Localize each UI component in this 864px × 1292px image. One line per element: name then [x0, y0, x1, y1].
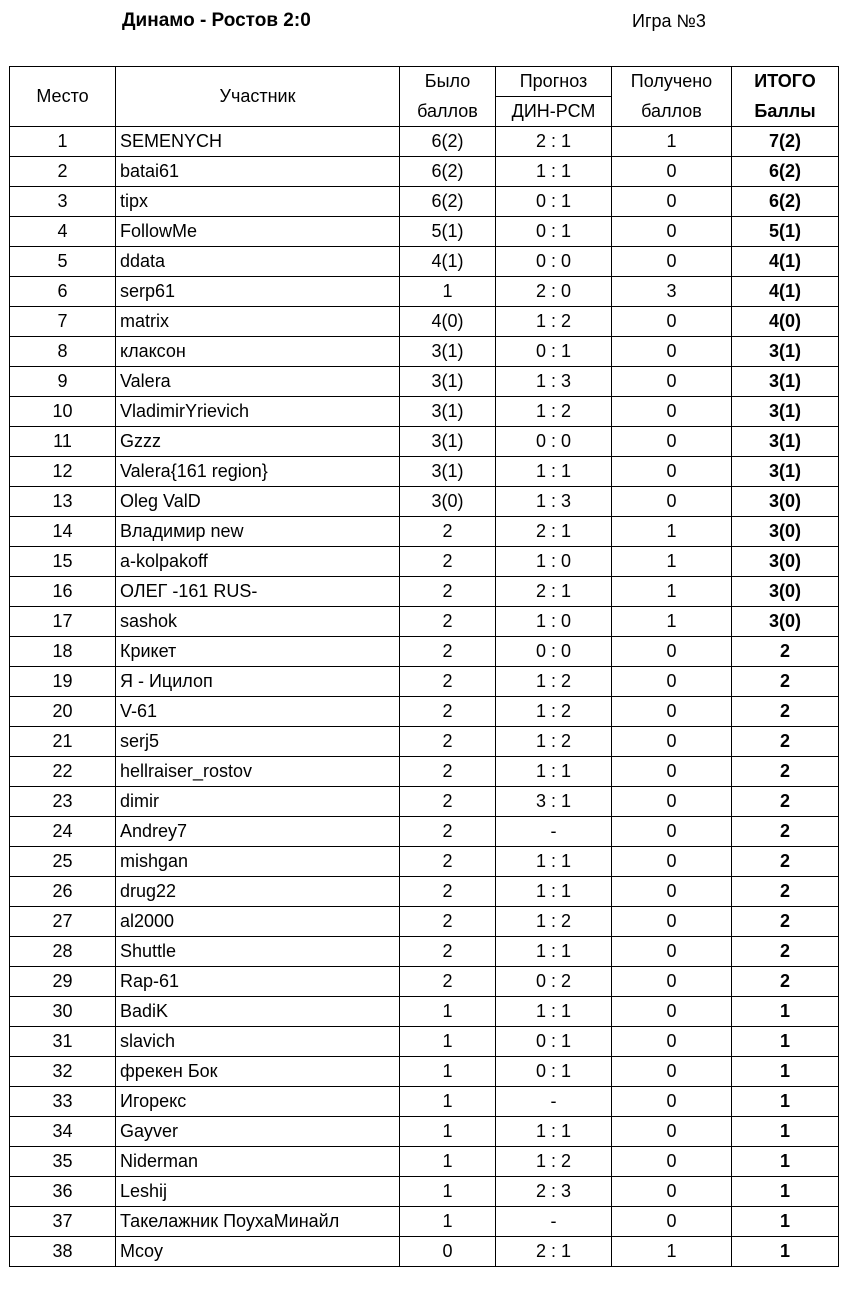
cell-total-points: 3(0) — [732, 517, 839, 547]
cell-participant: Valera{161 region} — [116, 457, 400, 487]
cell-participant: фрекен Бок — [116, 1057, 400, 1087]
cell-got-points: 0 — [612, 877, 732, 907]
cell-forecast: 1 : 2 — [496, 397, 612, 427]
cell-place: 32 — [10, 1057, 116, 1087]
table-row — [10, 637, 839, 667]
cell-forecast: 1 : 2 — [496, 667, 612, 697]
cell-place: 8 — [10, 337, 116, 367]
cell-place: 16 — [10, 577, 116, 607]
cell-total-points: 1 — [732, 1147, 839, 1177]
cell-total-points: 6(2) — [732, 157, 839, 187]
cell-total-points: 2 — [732, 817, 839, 847]
cell-forecast: 0 : 1 — [496, 337, 612, 367]
cell-forecast: 1 : 2 — [496, 697, 612, 727]
cell-got-points: 0 — [612, 757, 732, 787]
cell-total-points: 4(0) — [732, 307, 839, 337]
cell-forecast: 0 : 1 — [496, 1057, 612, 1087]
cell-got-points: 0 — [612, 787, 732, 817]
cell-was-points: 1 — [400, 997, 496, 1027]
cell-total-points: 3(1) — [732, 367, 839, 397]
cell-got-points: 0 — [612, 487, 732, 517]
cell-place: 19 — [10, 667, 116, 697]
table-row — [10, 727, 839, 757]
table-row — [10, 607, 839, 637]
cell-got-points: 0 — [612, 1207, 732, 1237]
cell-was-points: 1 — [400, 1027, 496, 1057]
cell-got-points: 0 — [612, 217, 732, 247]
cell-total-points: 1 — [732, 1057, 839, 1087]
cell-participant: SEMENYCH — [116, 127, 400, 157]
cell-forecast: 0 : 0 — [496, 427, 612, 457]
cell-forecast: 0 : 0 — [496, 637, 612, 667]
cell-forecast: 1 : 2 — [496, 307, 612, 337]
cell-was-points: 6(2) — [400, 127, 496, 157]
table-row — [10, 1087, 839, 1117]
cell-got-points: 0 — [612, 157, 732, 187]
cell-got-points: 0 — [612, 1177, 732, 1207]
table-row — [10, 967, 839, 997]
cell-participant: dimir — [116, 787, 400, 817]
cell-forecast: 1 : 1 — [496, 847, 612, 877]
table-row — [10, 1237, 839, 1267]
cell-forecast: 1 : 1 — [496, 757, 612, 787]
cell-place: 11 — [10, 427, 116, 457]
cell-total-points: 3(1) — [732, 337, 839, 367]
cell-place: 22 — [10, 757, 116, 787]
cell-place: 3 — [10, 187, 116, 217]
cell-got-points: 0 — [612, 1027, 732, 1057]
cell-forecast: 2 : 1 — [496, 577, 612, 607]
cell-participant: Oleg ValD — [116, 487, 400, 517]
table-row — [10, 307, 839, 337]
table-row — [10, 487, 839, 517]
cell-total-points: 2 — [732, 967, 839, 997]
table-row — [10, 1177, 839, 1207]
cell-participant: Shuttle — [116, 937, 400, 967]
cell-forecast: 1 : 1 — [496, 937, 612, 967]
cell-forecast: 1 : 1 — [496, 157, 612, 187]
cell-got-points: 1 — [612, 127, 732, 157]
cell-participant: batai61 — [116, 157, 400, 187]
table-row — [10, 667, 839, 697]
cell-participant: serp61 — [116, 277, 400, 307]
cell-total-points: 1 — [732, 1087, 839, 1117]
cell-forecast: 1 : 2 — [496, 1147, 612, 1177]
cell-participant: Такелажник ПоухаМинайл — [116, 1207, 400, 1237]
cell-was-points: 3(1) — [400, 457, 496, 487]
game-number: Игра №3 — [632, 11, 706, 31]
cell-was-points: 2 — [400, 787, 496, 817]
cell-was-points: 1 — [400, 1087, 496, 1117]
table-row — [10, 1057, 839, 1087]
cell-was-points: 2 — [400, 877, 496, 907]
cell-participant: slavich — [116, 1027, 400, 1057]
cell-total-points: 3(0) — [732, 487, 839, 517]
cell-total-points: 3(1) — [732, 457, 839, 487]
standings-table — [9, 66, 839, 1267]
table-row — [10, 697, 839, 727]
cell-forecast: - — [496, 1087, 612, 1117]
cell-got-points: 0 — [612, 817, 732, 847]
cell-forecast: 1 : 0 — [496, 607, 612, 637]
cell-got-points: 0 — [612, 1117, 732, 1147]
table-row — [10, 847, 839, 877]
cell-place: 23 — [10, 787, 116, 817]
cell-got-points: 0 — [612, 967, 732, 997]
cell-forecast: 1 : 1 — [496, 997, 612, 1027]
table-row — [10, 757, 839, 787]
cell-participant: tipx — [116, 187, 400, 217]
table-row — [10, 997, 839, 1027]
cell-place: 1 — [10, 127, 116, 157]
cell-participant: клаксон — [116, 337, 400, 367]
table-row — [10, 787, 839, 817]
cell-place: 10 — [10, 397, 116, 427]
table-row — [10, 277, 839, 307]
cell-forecast: 1 : 1 — [496, 1117, 612, 1147]
page-title: Динамо - Ростов 2:0 — [122, 10, 311, 31]
table-row — [10, 1117, 839, 1147]
cell-forecast: 2 : 1 — [496, 1237, 612, 1267]
cell-participant: ddata — [116, 247, 400, 277]
cell-participant: sashok — [116, 607, 400, 637]
cell-participant: matrix — [116, 307, 400, 337]
table-body — [10, 127, 839, 1267]
table-row — [10, 187, 839, 217]
cell-got-points: 0 — [612, 697, 732, 727]
cell-got-points: 0 — [612, 637, 732, 667]
cell-place: 36 — [10, 1177, 116, 1207]
cell-place: 24 — [10, 817, 116, 847]
cell-got-points: 0 — [612, 397, 732, 427]
col-header-was-top: Было — [400, 67, 496, 97]
table-row — [10, 247, 839, 277]
cell-was-points: 2 — [400, 667, 496, 697]
cell-got-points: 0 — [612, 1057, 732, 1087]
cell-participant: Крикет — [116, 637, 400, 667]
cell-participant: V-61 — [116, 697, 400, 727]
cell-got-points: 0 — [612, 937, 732, 967]
cell-place: 17 — [10, 607, 116, 637]
cell-forecast: 1 : 2 — [496, 907, 612, 937]
cell-participant: ОЛЕГ -161 RUS- — [116, 577, 400, 607]
cell-total-points: 3(0) — [732, 607, 839, 637]
col-header-got-bottom: баллов — [612, 97, 732, 127]
cell-place: 5 — [10, 247, 116, 277]
cell-was-points: 2 — [400, 967, 496, 997]
cell-participant: Niderman — [116, 1147, 400, 1177]
col-header-forecast-top: Прогноз — [496, 67, 612, 97]
cell-total-points: 3(1) — [732, 427, 839, 457]
cell-total-points: 7(2) — [732, 127, 839, 157]
cell-forecast: 1 : 3 — [496, 487, 612, 517]
cell-forecast: 1 : 1 — [496, 877, 612, 907]
table-row — [10, 577, 839, 607]
cell-place: 27 — [10, 907, 116, 937]
table-row — [10, 397, 839, 427]
cell-total-points: 3(1) — [732, 397, 839, 427]
table-row — [10, 907, 839, 937]
table-row — [10, 937, 839, 967]
cell-was-points: 4(1) — [400, 247, 496, 277]
cell-forecast: 1 : 1 — [496, 457, 612, 487]
cell-total-points: 4(1) — [732, 247, 839, 277]
cell-was-points: 1 — [400, 1177, 496, 1207]
cell-got-points: 0 — [612, 1087, 732, 1117]
cell-participant: serj5 — [116, 727, 400, 757]
cell-forecast: 2 : 1 — [496, 127, 612, 157]
cell-place: 7 — [10, 307, 116, 337]
cell-forecast: 0 : 1 — [496, 217, 612, 247]
cell-forecast: 0 : 0 — [496, 247, 612, 277]
cell-total-points: 2 — [732, 727, 839, 757]
cell-participant: Игорекс — [116, 1087, 400, 1117]
cell-participant: a-kolpakoff — [116, 547, 400, 577]
cell-was-points: 2 — [400, 937, 496, 967]
cell-place: 33 — [10, 1087, 116, 1117]
col-header-was-bottom: баллов — [400, 97, 496, 127]
cell-was-points: 1 — [400, 277, 496, 307]
cell-got-points: 1 — [612, 1237, 732, 1267]
cell-was-points: 2 — [400, 577, 496, 607]
cell-place: 31 — [10, 1027, 116, 1057]
cell-place: 9 — [10, 367, 116, 397]
cell-was-points: 3(0) — [400, 487, 496, 517]
table-row — [10, 367, 839, 397]
cell-was-points: 2 — [400, 607, 496, 637]
cell-place: 21 — [10, 727, 116, 757]
cell-participant: Rap-61 — [116, 967, 400, 997]
cell-forecast: 0 : 1 — [496, 1027, 612, 1057]
cell-was-points: 6(2) — [400, 187, 496, 217]
cell-participant: Gzzz — [116, 427, 400, 457]
col-header-forecast-bottom: ДИН-РСМ — [496, 97, 612, 127]
cell-participant: Mcoy — [116, 1237, 400, 1267]
cell-forecast: - — [496, 1207, 612, 1237]
table-row — [10, 877, 839, 907]
cell-total-points: 1 — [732, 997, 839, 1027]
table-row — [10, 217, 839, 247]
table-row — [10, 157, 839, 187]
cell-place: 4 — [10, 217, 116, 247]
table-row — [10, 517, 839, 547]
cell-participant: al2000 — [116, 907, 400, 937]
cell-got-points: 0 — [612, 307, 732, 337]
cell-place: 38 — [10, 1237, 116, 1267]
cell-participant: mishgan — [116, 847, 400, 877]
cell-total-points: 4(1) — [732, 277, 839, 307]
cell-place: 14 — [10, 517, 116, 547]
cell-total-points: 2 — [732, 637, 839, 667]
table-row — [10, 337, 839, 367]
cell-participant: hellraiser_rostov — [116, 757, 400, 787]
cell-was-points: 3(1) — [400, 337, 496, 367]
cell-total-points: 2 — [732, 877, 839, 907]
cell-got-points: 0 — [612, 427, 732, 457]
cell-participant: Gayver — [116, 1117, 400, 1147]
cell-total-points: 5(1) — [732, 217, 839, 247]
cell-place: 13 — [10, 487, 116, 517]
cell-got-points: 1 — [612, 607, 732, 637]
cell-was-points: 2 — [400, 847, 496, 877]
cell-was-points: 3(1) — [400, 427, 496, 457]
cell-total-points: 2 — [732, 757, 839, 787]
cell-forecast: - — [496, 817, 612, 847]
cell-was-points: 4(0) — [400, 307, 496, 337]
table-row — [10, 1147, 839, 1177]
cell-participant: Andrey7 — [116, 817, 400, 847]
cell-got-points: 0 — [612, 847, 732, 877]
cell-place: 29 — [10, 967, 116, 997]
cell-got-points: 0 — [612, 367, 732, 397]
cell-forecast: 0 : 1 — [496, 187, 612, 217]
cell-got-points: 0 — [612, 247, 732, 277]
cell-got-points: 0 — [612, 187, 732, 217]
cell-place: 2 — [10, 157, 116, 187]
cell-got-points: 1 — [612, 517, 732, 547]
cell-place: 25 — [10, 847, 116, 877]
cell-forecast: 0 : 2 — [496, 967, 612, 997]
table-row — [10, 1027, 839, 1057]
cell-total-points: 2 — [732, 787, 839, 817]
cell-place: 15 — [10, 547, 116, 577]
cell-was-points: 5(1) — [400, 217, 496, 247]
cell-forecast: 1 : 2 — [496, 727, 612, 757]
cell-total-points: 2 — [732, 697, 839, 727]
table-row — [10, 547, 839, 577]
cell-was-points: 6(2) — [400, 157, 496, 187]
cell-forecast: 1 : 3 — [496, 367, 612, 397]
cell-got-points: 3 — [612, 277, 732, 307]
cell-participant: FollowMe — [116, 217, 400, 247]
cell-participant: drug22 — [116, 877, 400, 907]
cell-participant: Владимир new — [116, 517, 400, 547]
cell-got-points: 0 — [612, 997, 732, 1027]
cell-total-points: 3(0) — [732, 577, 839, 607]
cell-got-points: 0 — [612, 907, 732, 937]
cell-participant: VladimirYrievich — [116, 397, 400, 427]
cell-was-points: 2 — [400, 547, 496, 577]
col-header-got-top: Получено — [612, 67, 732, 97]
cell-place: 6 — [10, 277, 116, 307]
col-header-participant: Участник — [116, 67, 400, 127]
cell-total-points: 2 — [732, 847, 839, 877]
cell-total-points: 3(0) — [732, 547, 839, 577]
table-row — [10, 457, 839, 487]
cell-participant: Valera — [116, 367, 400, 397]
cell-place: 37 — [10, 1207, 116, 1237]
cell-was-points: 2 — [400, 637, 496, 667]
cell-total-points: 1 — [732, 1027, 839, 1057]
cell-got-points: 0 — [612, 457, 732, 487]
cell-got-points: 0 — [612, 337, 732, 367]
cell-was-points: 2 — [400, 697, 496, 727]
cell-was-points: 3(1) — [400, 367, 496, 397]
cell-got-points: 1 — [612, 547, 732, 577]
cell-place: 35 — [10, 1147, 116, 1177]
cell-total-points: 1 — [732, 1177, 839, 1207]
cell-place: 18 — [10, 637, 116, 667]
cell-was-points: 0 — [400, 1237, 496, 1267]
cell-was-points: 1 — [400, 1147, 496, 1177]
cell-forecast: 2 : 1 — [496, 517, 612, 547]
cell-forecast: 1 : 0 — [496, 547, 612, 577]
cell-was-points: 1 — [400, 1117, 496, 1147]
cell-got-points: 0 — [612, 1147, 732, 1177]
cell-was-points: 1 — [400, 1207, 496, 1237]
cell-total-points: 2 — [732, 937, 839, 967]
col-header-place: Место — [10, 67, 116, 127]
cell-total-points: 6(2) — [732, 187, 839, 217]
cell-forecast: 2 : 0 — [496, 277, 612, 307]
col-header-total-top: ИТОГО — [732, 67, 839, 97]
cell-place: 34 — [10, 1117, 116, 1147]
cell-was-points: 3(1) — [400, 397, 496, 427]
cell-was-points: 2 — [400, 817, 496, 847]
cell-total-points: 1 — [732, 1207, 839, 1237]
cell-forecast: 3 : 1 — [496, 787, 612, 817]
cell-place: 20 — [10, 697, 116, 727]
cell-total-points: 1 — [732, 1117, 839, 1147]
cell-participant: Leshij — [116, 1177, 400, 1207]
cell-participant: BadiK — [116, 997, 400, 1027]
table-row — [10, 1207, 839, 1237]
cell-forecast: 2 : 3 — [496, 1177, 612, 1207]
table-row — [10, 427, 839, 457]
cell-total-points: 1 — [732, 1237, 839, 1267]
col-header-total-bottom: Баллы — [732, 97, 839, 127]
cell-place: 28 — [10, 937, 116, 967]
cell-total-points: 2 — [732, 667, 839, 697]
cell-was-points: 2 — [400, 517, 496, 547]
table-header — [10, 67, 839, 127]
cell-was-points: 1 — [400, 1057, 496, 1087]
cell-got-points: 0 — [612, 727, 732, 757]
cell-participant: Я - Ицилоп — [116, 667, 400, 697]
cell-was-points: 2 — [400, 757, 496, 787]
table-row — [10, 127, 839, 157]
cell-total-points: 2 — [732, 907, 839, 937]
cell-place: 26 — [10, 877, 116, 907]
cell-place: 30 — [10, 997, 116, 1027]
cell-was-points: 2 — [400, 907, 496, 937]
cell-was-points: 2 — [400, 727, 496, 757]
cell-place: 12 — [10, 457, 116, 487]
cell-got-points: 1 — [612, 577, 732, 607]
cell-got-points: 0 — [612, 667, 732, 697]
table-row — [10, 817, 839, 847]
